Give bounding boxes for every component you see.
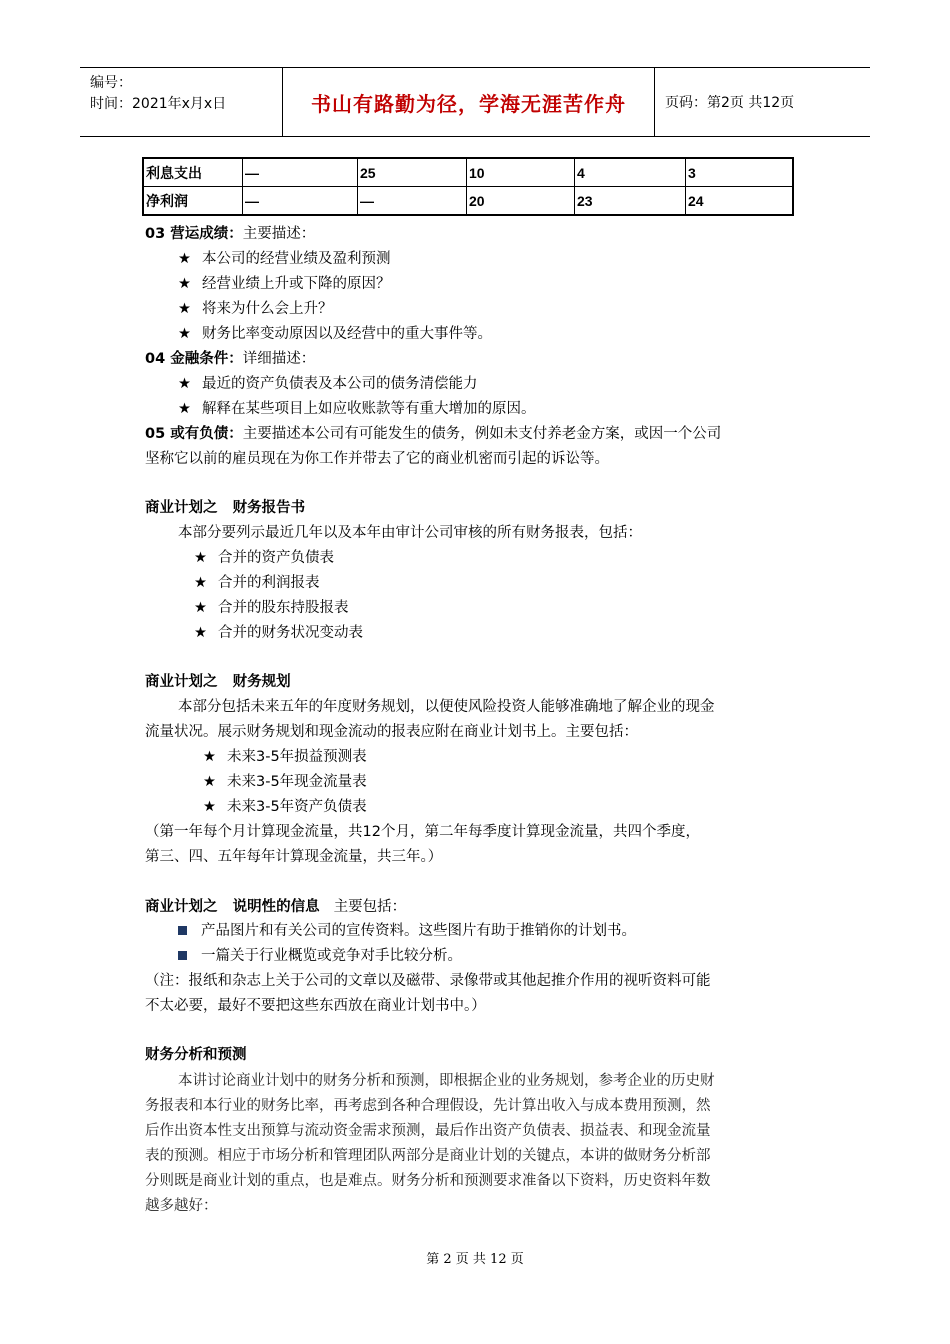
list-item-text: 本公司的经营业绩及盈利预测 [202, 251, 391, 267]
header-page-code: 页码：第2页 共12页 [665, 95, 795, 111]
table-cell: 20 [467, 187, 575, 216]
table-cell: 4 [575, 158, 686, 187]
list-item-text: 合并的股东持股报表 [218, 600, 349, 616]
section-lead: 主要描述： [242, 226, 316, 242]
list-item [178, 946, 462, 966]
list-item-text: 未来3-5年现金流量表 [227, 774, 367, 790]
list-item [194, 548, 334, 568]
header-motto: 书山有路勤为径，学海无涯苦作舟 [311, 91, 626, 116]
doc-date: 时间：2021年x月x日 [90, 96, 227, 112]
table-row [143, 187, 793, 216]
header-motto-cell [283, 68, 655, 136]
table-row [143, 158, 793, 187]
star-bullet-icon: ★ [178, 326, 191, 342]
star-bullet-icon: ★ [178, 251, 191, 267]
page-header [80, 67, 870, 137]
list-item [203, 747, 367, 767]
table-cell: — [243, 158, 358, 187]
paragraph-line: 本部分包括未来五年的年度财务规划，以便使风险投资人能够准确地了解企业的现金 [178, 699, 715, 715]
paragraph-line: （第一年每个月计算现金流量，共12个月，第二年每季度计算现金流量，共四个季度， [145, 824, 700, 840]
section-info [145, 897, 406, 917]
list-item-text: 财务比率变动原因以及经营中的重大事件等。 [202, 326, 492, 342]
list-item-text: 最近的资产负债表及本公司的债务清偿能力 [202, 376, 478, 392]
star-bullet-icon: ★ [203, 774, 216, 790]
list-item-text: 经营业绩上升或下降的原因？ [202, 276, 391, 292]
star-bullet-icon: ★ [178, 376, 191, 392]
section-heading: 05 或有负债： [145, 426, 243, 442]
list-item-text: 解释在某些项目上如应收账款等有重大增加的原因。 [202, 401, 536, 417]
paragraph-line: 本部分要列示最近几年以及本年由审计公司审核的所有财务报表，包括： [178, 525, 642, 541]
star-bullet-icon: ★ [203, 749, 216, 765]
paragraph-line: 越多越好： [145, 1198, 218, 1214]
square-bullet-icon [178, 951, 187, 960]
list-item-text: 一篇关于行业概览或竞争对手比较分析。 [201, 948, 462, 964]
paragraph-line: 主要描述本公司有可能发生的债务，例如未支付养老金方案，或因一个公司 [242, 426, 722, 442]
row-label: 净利润 [143, 187, 243, 216]
financial-table [142, 157, 794, 216]
paragraph-line: 坚称它以前的雇员现在为你工作并带去了它的商业机密而引起的诉讼等。 [145, 451, 609, 467]
doc-number: 编号： [90, 75, 132, 91]
section-title: 商业计划之 财务报告书 [145, 500, 306, 516]
list-item [178, 274, 391, 294]
list-item-text: 产品图片和有关公司的宣传资料。这些图片有助于推销你的计划书。 [201, 923, 636, 939]
square-bullet-icon [178, 926, 187, 935]
star-bullet-icon: ★ [194, 550, 207, 566]
table-cell: 24 [686, 187, 794, 216]
page-footer: 第 2 页 共 12 页 [426, 1252, 524, 1267]
star-bullet-icon: ★ [178, 301, 191, 317]
list-item-text: 合并的财务状况变动表 [218, 625, 363, 641]
row-label: 利息支出 [143, 158, 243, 187]
paragraph-line: 后作出资本性支出预算与流动资金需求预测，最后作出资产负债表、损益表、和现金流量 [145, 1123, 711, 1139]
star-bullet-icon: ★ [194, 600, 207, 616]
list-item [178, 399, 536, 419]
section-title: 商业计划之 财务规划 [145, 674, 291, 690]
list-item [203, 797, 367, 817]
header-page-cell [655, 68, 870, 136]
paragraph-line: 务报表和本行业的财务比率，再考虑到各种合理假设，先计算出收入与成本费用预测，然 [145, 1098, 711, 1114]
star-bullet-icon: ★ [194, 575, 207, 591]
star-bullet-icon: ★ [194, 625, 207, 641]
list-item [194, 623, 363, 643]
list-item [178, 324, 492, 344]
list-item-text: 未来3-5年损益预测表 [227, 749, 367, 765]
list-item [178, 921, 636, 941]
table-cell: — [243, 187, 358, 216]
paragraph-line: 分则既是商业计划的重点，也是难点。财务分析和预测要求准备以下资料，历史资料年数 [145, 1173, 711, 1189]
list-item-text: 将来为什么会上升？ [202, 301, 333, 317]
section-lead: 主要包括： [333, 899, 407, 915]
paragraph-line: 不太必要，最好不要把这些东西放在商业计划书中。） [145, 998, 486, 1014]
section-title: 财务分析和预测 [145, 1047, 247, 1063]
star-bullet-icon: ★ [178, 276, 191, 292]
table-cell: 10 [467, 158, 575, 187]
list-item [194, 573, 320, 593]
table-cell: — [358, 187, 467, 216]
list-item [178, 374, 478, 394]
section-title: 商业计划之 说明性的信息 [145, 899, 320, 915]
header-meta [80, 68, 283, 136]
paragraph-line: 流量状况。展示财务规划和现金流动的报表应附在商业计划书上。主要包括： [145, 724, 638, 740]
table-cell: 25 [358, 158, 467, 187]
paragraph-line: （注：报纸和杂志上关于公司的文章以及磁带、录像带或其他起推介作用的视听资料可能 [145, 973, 711, 989]
section-04 [145, 349, 315, 369]
table-cell: 3 [686, 158, 794, 187]
list-item-text: 合并的利润报表 [218, 575, 320, 591]
paragraph-line: 第三、四、五年每年计算现金流量，共三年。） [145, 849, 443, 865]
list-item [194, 598, 349, 618]
list-item [178, 299, 333, 319]
section-heading: 04 金融条件： [145, 351, 243, 367]
section-03 [145, 224, 315, 244]
table-cell: 23 [575, 187, 686, 216]
list-item [178, 249, 391, 269]
section-05 [145, 424, 721, 444]
section-lead: 详细描述： [242, 351, 316, 367]
section-heading: 03 营运成绩： [145, 226, 243, 242]
star-bullet-icon: ★ [203, 799, 216, 815]
list-item [203, 772, 367, 792]
paragraph-line: 本讲讨论商业计划中的财务分析和预测，即根据企业的业务规划，参考企业的历史财 [178, 1073, 715, 1089]
star-bullet-icon: ★ [178, 401, 191, 417]
list-item-text: 未来3-5年资产负债表 [227, 799, 367, 815]
list-item-text: 合并的资产负债表 [218, 550, 334, 566]
paragraph-line: 表的预测。相应于市场分析和管理团队两部分是商业计划的关键点，本讲的做财务分析部 [145, 1148, 711, 1164]
